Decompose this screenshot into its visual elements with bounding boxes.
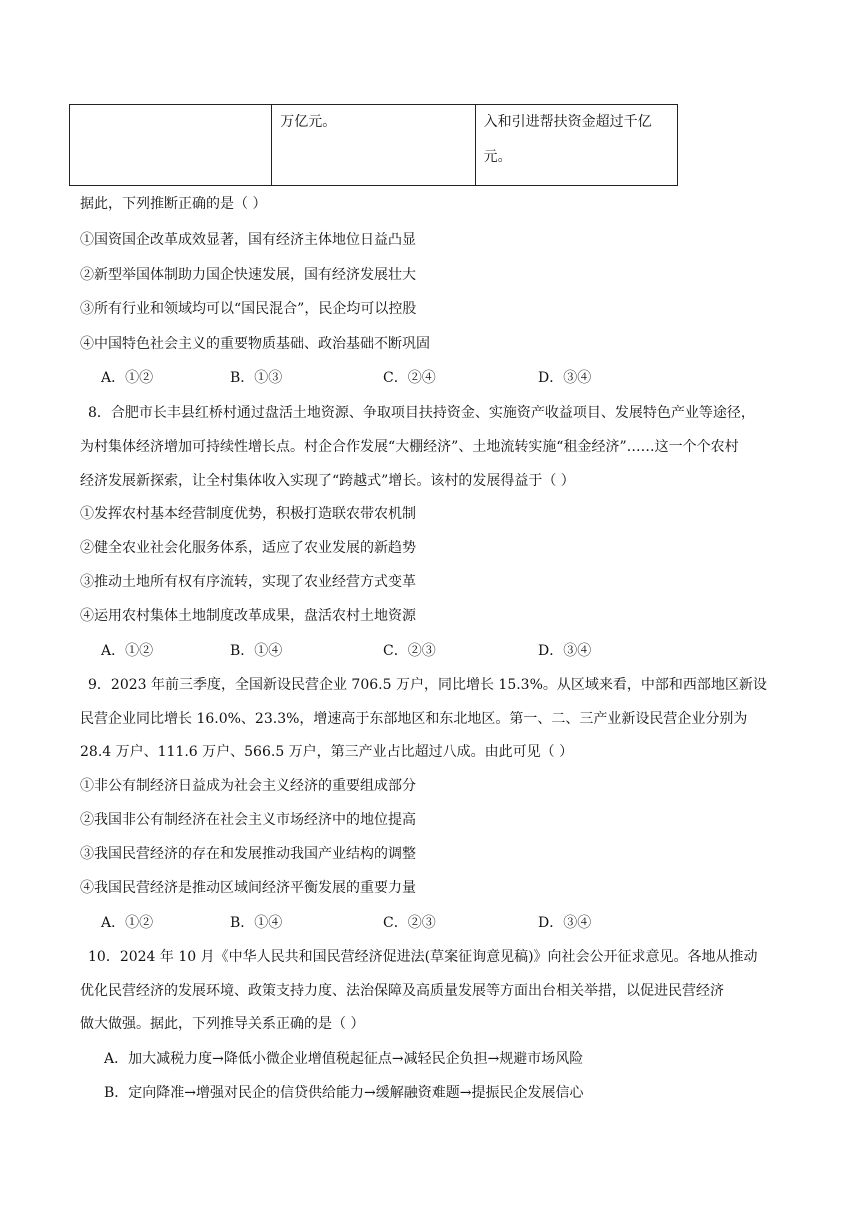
option-d: D．③④	[538, 915, 592, 931]
question-9-line: 9．2023 年前三季度，全国新设民营企业 706.5 万户，同比增长 15.3%。从区域来看，中部和西部地区新设	[88, 677, 767, 693]
option-a: A．①②	[101, 370, 154, 386]
table-row	[70, 105, 678, 186]
statement-item: ①非公有制经济日益成为社会主义经济的重要组成部分	[80, 778, 416, 794]
question-9-line: 28.4 万户、111.6 万户、566.5 万户，第三产业占比超过八成。由此可见（ ）	[80, 744, 574, 760]
statement-item: ③我国民营经济的存在和发展推动我国产业结构的调整	[80, 846, 416, 862]
option-c: C．②③	[383, 915, 436, 931]
question-9-line: 民营企业同比增长 16.0%、23.3%，增速高于东部地区和东北地区。第一、二、三产业新设民营企业分别为	[80, 711, 748, 727]
data-table-fragment	[69, 104, 678, 186]
statement-item: ④我国民营经济是推动区域间经济平衡发展的重要力量	[80, 880, 416, 896]
statement-item: ③所有行业和领域均可以“国民混合”，民企均可以控股	[80, 301, 417, 317]
table-cell	[475, 105, 677, 186]
option-b: B．①④	[230, 643, 283, 659]
question-8-line: 经济发展新探索，让全村集体收入实现了“跨越式”增长。该村的发展得益于（ ）	[80, 473, 575, 489]
question-10-line: 10．2024 年 10 月《中华人民共和国民营经济促进法(草案征询意见稿)》向社会公开征求意见。各地从推动	[88, 949, 758, 965]
option-b: B．①④	[230, 915, 283, 931]
statement-item: ④运用农村集体土地制度改革成果，盘活农村土地资源	[80, 608, 416, 624]
statement-item: ②健全农业社会化服务体系，适应了农业发展的新趋势	[80, 540, 416, 556]
option-a: A．①②	[101, 643, 154, 659]
question-stem: 据此，下列推断正确的是（ ）	[80, 196, 267, 212]
option-c: C．②③	[383, 643, 436, 659]
option-b: B．①③	[230, 370, 283, 386]
statement-item: ①发挥农村基本经营制度优势，积极打造联农带农机制	[80, 506, 416, 522]
choice-a: A．加大减税力度→降低小微企业增值税起征点→减轻民企负担→规避市场风险	[104, 1051, 584, 1067]
table-cell	[70, 105, 272, 186]
statement-item: ④中国特色社会主义的重要物质基础、政治基础不断巩固	[80, 336, 430, 352]
statement-item: ②我国非公有制经济在社会主义市场经济中的地位提高	[80, 812, 416, 828]
option-c: C．②④	[383, 370, 436, 386]
option-d: D．③④	[538, 370, 592, 386]
table-cell-text: 入和引进帮扶资金超过千亿	[483, 114, 652, 130]
question-10-line: 做大做强。据此，下列推导关系正确的是（ ）	[80, 1016, 365, 1032]
question-8-line: 为村集体经济增加可持续性增长点。村企合作发展“大棚经济”、土地流转实施“租金经济”……这一个个农村	[80, 439, 739, 455]
table-cell-text: 万亿元。	[280, 114, 337, 130]
option-d: D．③④	[538, 643, 592, 659]
table-cell-text: 元。	[483, 149, 512, 165]
choice-b: B．定向降准→增强对民企的信贷供给能力→缓解融资难题→提振民企发展信心	[104, 1085, 584, 1101]
question-8-line: 8．合肥市长丰县红桥村通过盘活土地资源、争取项目扶持资金、实施资产收益项目、发展特色产业等途径，	[88, 405, 755, 421]
question-10-line: 优化民营经济的发展环境、政策支持力度、法治保障及高质量发展等方面出台相关举措，以促进民营经济	[80, 983, 724, 999]
option-a: A．①②	[101, 915, 154, 931]
statement-item: ②新型举国体制助力国企快速发展，国有经济发展壮大	[80, 267, 416, 283]
table-cell	[272, 105, 475, 186]
statement-item: ③推动土地所有权有序流转，实现了农业经营方式变革	[80, 574, 416, 590]
statement-item: ①国资国企改革成效显著，国有经济主体地位日益凸显	[80, 232, 416, 248]
